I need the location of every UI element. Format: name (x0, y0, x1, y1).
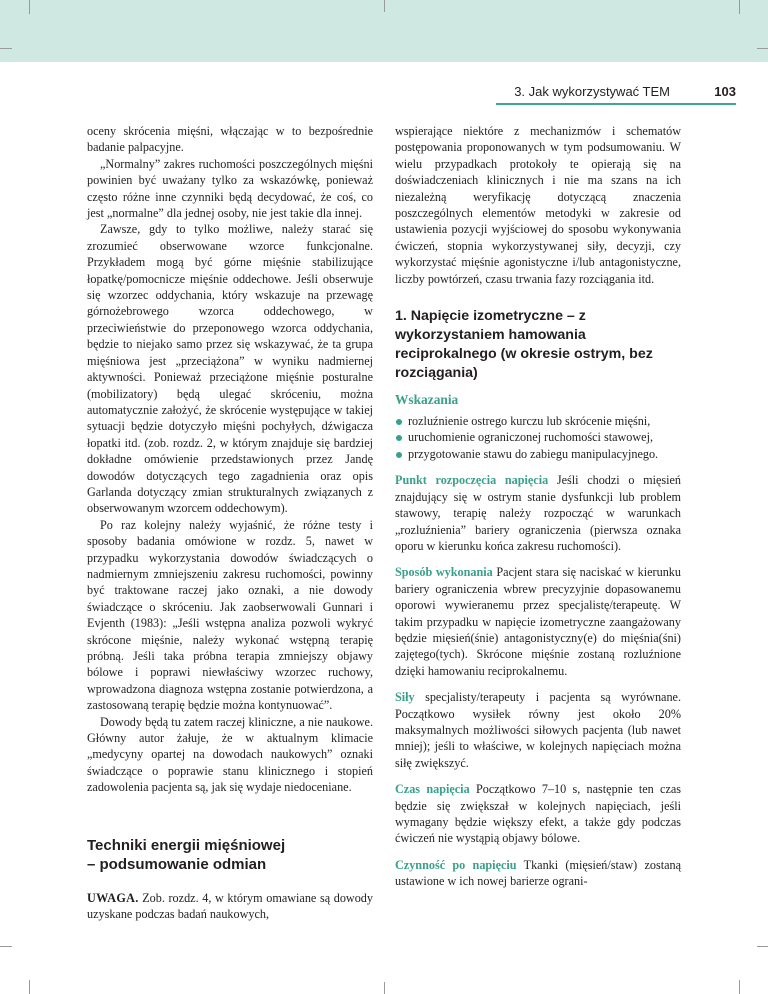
indications-heading: Wskazania (395, 392, 459, 408)
method-block (395, 781, 681, 847)
subsection-heading: 1. Napięcie izometryczne – z wykorzystaniem hamowania reciprokalnego (w okresie ostrym, bez rozciągania) (395, 308, 653, 382)
note-paragraph (87, 890, 373, 923)
section-heading-line: Techniki energii mięśniowej (87, 836, 286, 854)
paragraph: Zawsze, gdy to tylko możliwe, należy starać się zrozumieć obserwowane wzorce funkcjonalne. Przykładem mogą być górne mięśnie stabilizujące łopatkę/pomocnicze mięśnie oddechowe. Jeśli obserwuje się wzorzec oddychania, który wskazuje na przewagę górnożebrowego wzorca oddechowego, w przeciwieństwie do przeponowego wzorca oddychania, będzie to niejako samo przez się wskazywać, że ta grupa mięśniowa jest „przeciążona” w wyniku nadmiernej aktywności. Ponieważ przeciążone mięśnie posturalne (mobilizatory) będą ulegać skróceniu, można automatycznie założyć, że skrócenie występujące w takiej sytuacji będzie dotyczyło mięśni pochyłych, dźwigacza łopatki itd. (zob. rozdz. 2, w którym znajduje się bardziej dokładne omówienie przedstawionych przez Jandę dowodów dotyczących tego zagadnienia oraz opis Garlanda dotyczący zmian strukturalnych związanych z obserwowanym wzorcem oddechowym). (87, 222, 373, 516)
header-rule (496, 103, 736, 105)
left-column (87, 123, 373, 922)
block-text: Pacjent stara się naciskać w kierunku bariery ograniczenia wbrew precyzyjnie dopasowanemu oporowi wywieranemu przez specjalistę/terapeutę. W takim przypadku w napięcie izometryczne zaangażowany będzie mięsień(śnie) antagonistyczny(e) do mięśnia(śni) zajętego(tych). Skrócone mięśnie zostaną rozluźnione dzięki hamowaniu reciprokalnemu. (395, 565, 681, 678)
block-text: Początkowo 7–10 s, następnie ten czas będzie się zwiększał w kolejnych napięciach, jeśli wymagany będzie większy efekt, a także gdy podczas ćwiczeń nie wystąpią objawy bólowe. (395, 782, 682, 846)
list-item: przygotowanie stawu do zabiegu manipulacyjnego. (395, 446, 681, 462)
block-lead: Siły (395, 690, 415, 705)
block-lead: Sposób wykonania (395, 565, 493, 580)
paragraph: Po raz kolejny należy wyjaśnić, że różne testy i sposoby badania omówione w rozdz. 5, nawet w przypadku wykorzystania dowodów świadczących o nadmiernym zmniejszeniu zakresu ruchomości, powinny być traktowane raczej jako oznaki, a nie dowody świadczące o skróceniu. Jak zaobserwowali Gunnari i Evjenth (1983): „Jeśli wstępna analiza pozwoli wykryć skrócone mięśnie, należy wykonać wstępną terapię próbną. Jeśli taka próbna terapia zmniejszy objawy bólowe i poprawi niewłaściwy wzorzec ruchowy, wprowadzona diagnoza wstępna zostanie potwierdzona, a zastosowaną terapię będzie można kontynuować”. (87, 517, 373, 713)
crop-mark (757, 48, 768, 49)
right-column (395, 123, 681, 890)
crop-mark (29, 0, 30, 14)
indications-list (395, 413, 681, 462)
block-lead: Punkt rozpoczęcia napięcia (395, 473, 549, 488)
paragraph: Dowody będą tu zatem raczej kliniczne, a nie naukowe. Główny autor żałuje, że w aktualnym klimacie „medycyny opartej na dowodach naukowych” oznaki świadczące o poprawie stanu klinicznego i stopień zadowolenia pacjenta są, jak się wydaje niedoceniane. (87, 714, 373, 795)
block-lead: Czas napięcia (395, 782, 470, 797)
crop-mark (384, 0, 385, 12)
note-label: UWAGA. (87, 890, 139, 905)
paragraph: wspierające niektóre z mechanizmów i schematów postępowania proponowanych w tym podsumowaniu. W wielu przypadkach protokoły te opierają się na doświadczeniach klinicznych i nie ma szans na ich niezależną weryfikację dotyczącą znaczenia poszczególnych elementów metodyki w zakresie od ustawienia pozycji wyjściowej do sposobu wykonywania ćwiczeń, stopnia wykorzystywanej siły, decyzji, czy wykorzystać mięśnie agonistyczne i/lub antagonistyczne, liczby powtórzeń, czasu trwania fazy rozciągania itd. (395, 124, 681, 286)
crop-mark (757, 946, 768, 947)
note-text: Zob. rozdz. 4, w którym omawiane są dowody uzyskane podczas badań naukowych, (87, 890, 373, 922)
crop-mark (0, 48, 12, 49)
method-block (395, 564, 681, 679)
page-number: 103 (714, 84, 736, 99)
crop-mark (739, 0, 740, 14)
list-item: rozluźnienie ostrego kurczu lub skrócenie mięśni, (395, 413, 681, 429)
crop-mark (0, 946, 12, 947)
block-text: Jeśli chodzi o mięsień znajdujący się w ostrym stanie dysfunkcji lub problem stawowy, terapię należy rozpocząć w warunkach „rozluźnienia” bariery ograniczenia (pierwsza oznaka oporu w kierunku końca zakresu ruchomości). (395, 473, 682, 553)
section-heading-line: – podsumowanie odmian (87, 855, 267, 873)
method-block (395, 857, 681, 890)
method-block (395, 689, 681, 771)
block-lead: Czynność po napięciu (395, 857, 517, 872)
section-heading (87, 836, 373, 874)
running-title: 3. Jak wykorzystywać TEM (514, 84, 670, 99)
crop-mark (29, 980, 30, 994)
crop-mark (384, 982, 385, 994)
block-text: specjalisty/terapeuty i pacjenta są wyrównane. Początkowo wysiłek równy jest około 20% maksymalnych możliwości siłowych pacjenta (lub nawet mniej); jeśli to właściwe, w kolejnych napięciach można siłę zwiększyć. (395, 690, 682, 770)
paragraph: „Normalny” zakres ruchomości poszczególnych mięśni powinien być uważany tylko za wskazówkę, ponieważ często różne inne czynniki będą decydować, że coś, co jest „normalne” dla jednej osoby, nie jest takie dla innej. (87, 156, 373, 221)
crop-mark (739, 980, 740, 994)
method-block (395, 472, 681, 554)
list-item: uruchomienie ograniczonej ruchomości stawowej, (395, 429, 681, 445)
paragraph: oceny skrócenia mięśni, włączając w to bezpośrednie badanie palpacyjne. (87, 124, 373, 155)
block-text: Tkanki (mięsień/staw) zostaną ustawione w ich nowej barierze ograni- (395, 857, 681, 889)
